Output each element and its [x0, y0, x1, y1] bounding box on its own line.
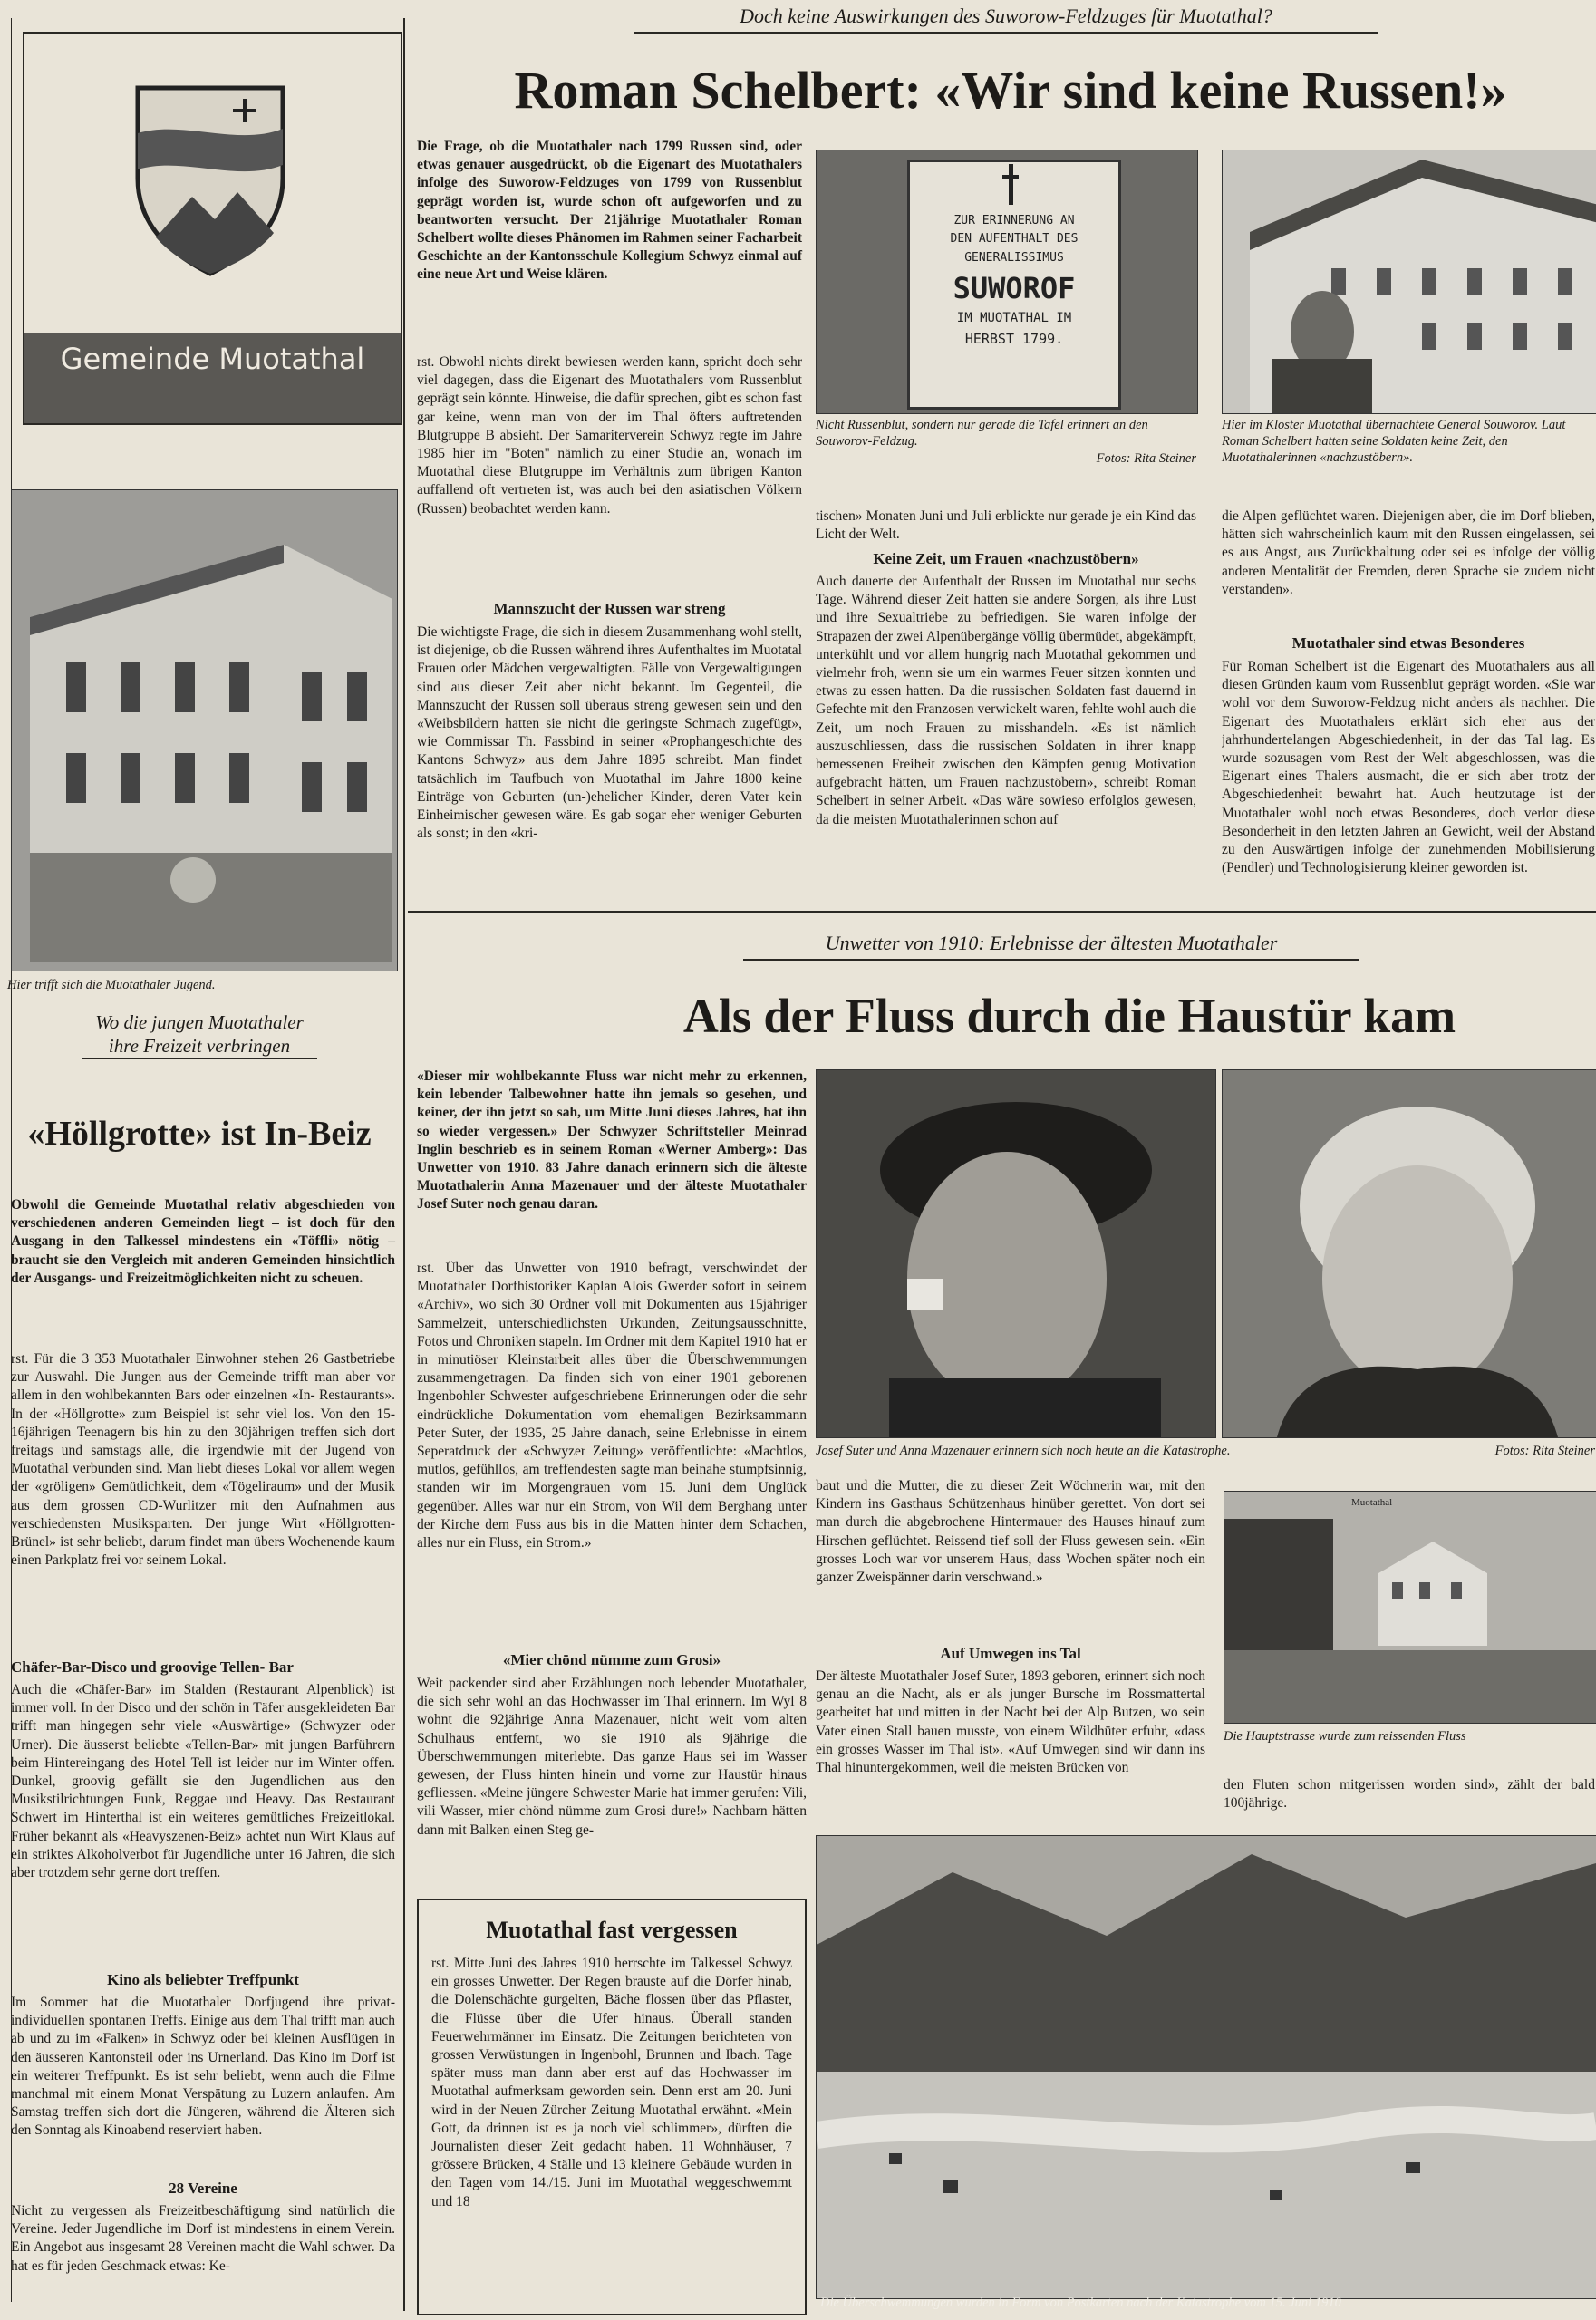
article2-body-3: Der älteste Muotathaler Josef Suter, 1893 geboren, erinnert sich noch genau an die Nacht, als er als junger Bursche im Rossmattertal gearbeitet hat und mitten in der Nacht bei der Alp Butzen, wo sein Vater einen Stall bauen musste, von einem Wildhüter erfuhr, «dass ein grosses Wasser im Thal ist». «Auf Umwegen sind wir dann ins Thal hinuntergekommen, weil die meisten Brücken von — [816, 1668, 1205, 1776]
portraits-caption: Josef Suter und Anna Mazenauer erinnern sich noch heute an die Katastrophe. — [816, 1444, 1231, 1458]
plaque-cross-icon — [1002, 164, 1019, 205]
coat-of-arms-box — [23, 32, 402, 425]
flooded-street-photo — [1224, 1491, 1596, 1724]
article1-kicker: Doch keine Auswirkungen des Suworow-Feldzuges für Muotathal? — [634, 5, 1378, 34]
portrait-josef-suter — [816, 1069, 1216, 1438]
sidebar-headline: «Höllgrotte» ist In-Beiz — [27, 1115, 372, 1153]
box-body: rst. Mitte Juni des Jahres 1910 herrschte im Talkessel Schwyz ein grosses Unwetter. Der Regen brauste auf die Dörfer hinab, die Dolenschächte gurgelten, Bäche flossen über das Pflaster, die Flüsse über die Ufer hinaus. Überall standen Feuerwehrmänner im Einsatz. Die Zeitungen berichteten von grossen Verwüstungen in Ingenbohl, Brunnen und Ibach. Tage später muss man dann aber erst auf das Hochwasser im Muotathal aufmerksam geworden sein. Denn erst am 20. Juni wird in der Neuen Zürcher Zeitung Muotathal erwähnt. «Mein Gott, da drinnen ist es ja noch viel schlimmer», dürften die Journalisten dieser Zeit gedacht haben. 11 Wohnhäuser, 7 grössere Brücken, 4 Ställe und 13 kleinere Gebäude wurden in den Tagen vom 14./15. Juni im Muotathal weggeschwemmt und 18 — [431, 1956, 792, 2209]
article1-body-4: Für Roman Schelbert ist die Eigenart des Muotathalers aus all diesen Gründen kaum vom Russenblut geprägt worden. «Sie war wohl vor dem Suworow-Feldzug nicht anders als nachher. Die Eigenart des Muotathalers erklärt sich eher aus der jahrhundertelangen Abgeschiedenheit, in der das Tal lag. Es wurde sozusagen vom Rest der Welt abgeschlossen, was die Eigenart eines Thalers ausmacht, die er sich aber trotz der Abgeschiedenheit bewahrt hat. Auch heutzutage ist der Muotathaler wohl noch etwas Besonderes, doch verlor diese Besonderheit in den letzten Jahren an Gewicht, weil der Abstand zu den Auswärtigen infolge der zunehmenden Mobilisierung (Pendler) und Technologisierung kleiner geworden ist. — [1222, 659, 1595, 876]
article1-subhead-2: Keine Zeit, um Frauen «nachzustöbern» — [873, 550, 1139, 567]
article2-lead: «Dieser mir wohlbekannte Fluss war nicht mehr zu erkennen, kein lebender Talbewohner hatte ihn jemals so gesehen, und keiner, der ihn jetzt so sah, um Mitte Juni dieses Jahres, hat ihn so wieder vergessen.» Der Schwyzer Schriftsteller Meinrad Inglin beschrieb es in seinem Roman «Werner Amberg»: Das Unwetter von 1910. 83 Jahre danach erinnern sich die älteste Muotathalerin Anna Mazenauer und der älteste Muotathaler Josef Suter noch genau daran. — [417, 1068, 807, 1213]
article2-subhead-1: «Mier chönd nümme zum Grosi» — [502, 1651, 721, 1668]
article1-lead: Die Frage, ob die Muotathaler nach 1799 Russen sind, oder etwas genauer ausgedrückt, ob die Eigenart des Muotathalers infolge des Suworow-Feldzuges von 1799 von Russenblut geprägt worden ist, wurde schon oft aufgeworfen und zu beantworten versucht. Der 21jährige Muotathaler Roman Schelbert wollte dieses Phänomen im Rahmen seiner Facharbeit Geschichte an der Kantonsschule Kollegium Schwyz einmal auf eine neue Art und Weise klären. — [417, 139, 802, 283]
valley-flood-photo — [816, 1835, 1596, 2299]
article2-body-2: Weit packender sind aber Erzählungen noch lebender Muotathaler, die sich sehr wohl an das Hochwasser im Thal erinnern. Im Wyl 8 wohnt die 92jährige Anna Mazenauer, nicht weit vom alten Schulhaus entfernt, wo sie 1910 als 9jährige die Überschwemmungen miterlebte. Das ganze Haus sei im Wasser gewesen, der Fluss hinten hinein und vorne zur Haustür hinaus gefliessen. «Meine jüngere Schwester Marie hat immer gerufen: Vili, vili Wasser, mier chönd nümme zum Grosi dure!» Nachbarn hätten dann mit Balken einen Steg ge- — [417, 1676, 807, 1838]
coat-of-arms-icon — [129, 79, 292, 278]
article2-headline: Als der Fluss durch die Haustür kam — [682, 989, 1456, 1043]
monastery-photo — [1222, 150, 1596, 414]
sidebar-body-4: Nicht zu vergessen als Freizeitbeschäftigung sind natürlich die Vereine. Jeder Jugendliche im Dorf ist mindestens in einem Verein. Ein Angebot aus insgesamt 28 Vereinen macht die Wahl schwer. Da hat es für jeden Geschmack etwas: Ke- — [11, 2203, 395, 2274]
sidebar-subhead-2: Kino als beliebter Treffpunkt — [107, 1971, 299, 1988]
sidebar-subhead-3: 28 Vereine — [169, 2180, 237, 2197]
article1-col4-top: die Alpen geflüchtet waren. Diejenigen aber, die im Dorf blieben, hätten sich wahrscheinlich kaum mit den Russen eingelassen, sei es aus Angst, aus Zurückhaltung oder sei es infolge der völlig anderen Mentalität der Fremden, deren Sprache sie zudem nicht verstanden». — [1222, 508, 1595, 597]
article2-body-1: rst. Über das Unwetter von 1910 befragt, verschwindet der Muotathaler Dorfhistoriker Kaplan Alois Gwerder sofort in seinem «Archiv», wo sich 30 Ordner voll mit Dokumenten aus 15jähriger Sammelzeit, unterschiedlichsten Urkunden, Zeitungsausschnitte, Fotos und Chroniken stapeln. Im Ordner mit dem Kapitel 1910 hat er in minutiöser Kleinstarbeit alles über die Überschwemmungen zusammengetragen. Da finden sich von einer 1901 geborenen Ingenbohler Schwester aufgeschriebene Erinnerungen oder die sehr eindrückliche Dokumentation vom ehemaligen Bezirksammann Peter Suter, der 1935, 25 Jahre danach, seine Erlebnisse in einem Seperatdruck der «Schwyzer Zeitung» veröffentlichte: «Machtlos, mutlos, gefühllos, am treffendesten sagte man beinahe stumpfsinnig, standen wir im Morgengrauen vom 15. Juni dem Unglück gegenüber. Alles war nur ein Strom, von Wil dem Berghang unter der Kirche dem Fuss aus bis in die Matten hinter dem Schachen, alles nur ein Fluss, ein Strom.» — [417, 1261, 807, 1552]
plaque-caption: Nicht Russenblut, sondern nur gerade die Tafel erinnert an den Souworov-Feldzug. — [816, 418, 1148, 449]
portraits-credit: Fotos: Rita Steiner — [1494, 1444, 1595, 1458]
article1-body-3: Auch dauerte der Aufenthalt der Russen im Muotathal nur sechs Tage. Während dieser Zeit hatten sie andere Sorgen, als ihre Lust und ihre Sexualtriebe zu befriedigen. Sie waren infolge der Strapazen der zwei Alpenübergänge völlig übermüdet, abgekämpft, unterkühlt und vor allem hungrig nach Muotathal gekommen und vielmehr froh, wenn sie um ein warmes Feuer sitzen konnten und etwas zu essen hatten. Da die russischen Soldaten fast dauernd in Gefechte mit den Franzosen verwickelt waren, fehlte wohl auch die Zeit, um noch Frauen zu misshandeln. «Es ist nämlich auszuschliessen, dass die russischen Soldaten in ihrer knapp bemessenen Freiheit zwischen den Kämpfen genug Motivation aufgebracht hätten, um Frauen nachzustöbern», schreibt Roman Schelbert in seiner Arbeit. «Das wäre sowieso erfolglos gewesen, da die meisten Muotathalerinnen schon auf — [816, 574, 1196, 827]
column-divider — [403, 18, 405, 2311]
portrait-anna-mazenauer — [1222, 1069, 1596, 1438]
sidebar-border — [11, 18, 12, 2302]
youth-house-photo — [11, 489, 398, 972]
article1-body-2: Die wichtigste Frage, die sich in diesem Zusammenhang wohl stellt, ist diejenige, ob die Russen während ihres Aufenthaltes im Muotatal Frauen oder Mädchen vergewaltigten. Fälle von Vergewaltigungen sind aus dieser Zeit aber nicht bekannt. Im Gegenteil, die Mannszucht der Russen soll überaus streng gewesen sein und den «Weibsbildern hatten sie nicht die geringste Schmach zugefügt», wie Commissar Th. Fassbind in seiner «Prophangeschichte des Kantons Schwyz» aus dem Jahre 1895 schreibt. Man findet tatsächlich im Taufbuch von Muotathal im Jahre 1800 keine Einträge von Geburten (un-)ehelicher Kinder, deren Vater kein Einheimischer gewesen wäre. Es gab sogar eher weniger Geburten als sonst; in den «kri- — [417, 624, 802, 842]
plaque-text: ZUR ERINNERUNG AN DEN AUFENTHALT DES GENERALISSIMUS SUWOROF IM MUOTATHAL IM HERBST 1799. — [950, 214, 1079, 347]
article2-col2-top: baut und die Mutter, die zu dieser Zeit Wöchnerin war, mit den Kindern ins Gasthaus Schützenhaus hinüber gerettet. Von dort sei man durch die abgebrochene Hintermauer des Hauses hinauf zum Hirschen geflüchtet. Reissend tief soll der Fluss gewesen sein. «Ein grosses Loch war vor unserem Haus, dass Wochen später noch ein ganzer Zweispänner darin verschwand.» — [816, 1478, 1205, 1586]
sidebar-kicker: Wo die jungen Muotathaler ihre Freizeit verbringen — [82, 1010, 317, 1059]
article2-col3-top: den Fluten schon mitgerissen worden sind», zählt der bald 100jährige. — [1224, 1777, 1595, 1812]
youth-house-caption: Hier trifft sich die Muotathaler Jugend. — [7, 978, 216, 992]
article1-subhead-3: Muotathaler sind etwas Besonderes — [1291, 634, 1525, 652]
article-separator — [408, 911, 1596, 913]
valley-flood-caption: Die Überschwemmungen wurden in Form von Postkarten nach der Katastrophe vom 15. Juni 1910 — [820, 2296, 1341, 2310]
flooded-street-caption: Die Hauptstrasse wurde zum reissenden Fluss — [1224, 1729, 1466, 1744]
postcard-label: Muotathal — [1351, 1497, 1393, 1508]
sidebar-lead: Obwohl die Gemeinde Muotathal relativ abgeschieden von verschiedenen anderen Gemeinden liegt – ist doch für den Ausgang in den Talkessel mindestens ein «Töffli» nötig – braucht sie den Vergleich mit anderen Gemeinden hinsichtlich der Ausgangs- und Freizeitmöglichkeiten nicht zu scheuen. — [11, 1197, 395, 1286]
sidebar-body-2: Auch die «Chäfer-Bar» im Stalden (Restaurant Alpenblick) ist immer voll. In der Disco und der schön in Täfer ausgekleideten Bar trifft man hingegen sehr viele «Auswärtige» (Schwyzer oder Urner). Die äusserst beliebte «Tellen-Bar» mit jungen Barführern beim Hintereingang des Hotel Tell ist leider nur im Winter offen. Dunkel, groovig gefällt sie den Jugendlichen aus den Musikstilrichtungen Funk, Reggae und Heavy. Das Restaurant Schwert im Hinterthal ist ein weiteres gemütliches Freizeitlokal. Früher bekannt als «Heavyszenen-Beiz» achtet nun Wirt Klaus auf ein striktes Alkoholverbot für Jugendliche unter 16 Jahren, die sich aber trotzdem sehr gerne dort treffen. — [11, 1682, 395, 1881]
article2-kicker: Unwetter von 1910: Erlebnisse der ältesten Muotathaler — [743, 932, 1359, 961]
article1-col3-top: tischen» Monaten Juni und Juli erblickte nur gerade je ein Kind das Licht der Welt. — [816, 508, 1196, 543]
article1-body-1: rst. Obwohl nichts direkt bewiesen werden kann, spricht doch sehr viel dagegen, dass die Eigenart des Muotathalers vom Russenblut geprägt sein könnte. Hinweise, die dafür sprechen, gibt es schon fast gar keine, wenn man von der im Thal öfters auftretenden Blutgruppe B absieht. Der Samariterverein Schwyz regte im Jahre 1985 hier im "Boten" nämlich zu einer Studie an, wonach im Muotathal diese Blutgruppe im Verhältnis zum übrigen Kanton auffallend oft vertreten ist, was auch bei den asiatischen Völkern (Russen) beobachtet werden kann. — [417, 354, 802, 517]
article1-headline: Roman Schelbert: «Wir sind keine Russen!» — [514, 61, 1507, 120]
monastery-caption: Hier im Kloster Muotathal übernachtete General Souworov. Laut Roman Schelbert hatten seine Soldaten keine Zeit, den Muotathalerinnen «nachzustöbern». — [1222, 418, 1566, 465]
sidebar-subhead-1: Chäfer-Bar-Disco und groovige Tellen- Bar — [11, 1658, 294, 1676]
sidebar-body-1: rst. Für die 3 353 Muotathaler Einwohner stehen 26 Gastbetriebe zur Auswahl. Die Jungen aus der Gemeinde trifft man aber vor allem in den wohlbekannten Bars oder einzelnen «In- Restaurants». In der «Höllgrotte» zum Beispiel ist sehr viel los. Von den 15-16jährigen Teenagern bis hin zu den 30jährigen treffen sich dort freitags und samstags alle, die irgendwie mit der Jugend von Muotathal verbunden sind. Man liebt dieses Lokal vor allem wegen der «gröligen» Gemütlichkeit, dem «Tögeliraum» und der Musik aus dem grossen CD-Wurlitzer mit den Aufnahmen aus verschiedensten Musiksparten. Der junge Wirt «Höllgrotten-Brünel» ist sehr beliebt, darum findet man übers Wochenende kaum einen Parkplatz frei vor seinem Lokal. — [11, 1351, 395, 1569]
plaque-credit: Fotos: Rita Steiner — [1096, 451, 1196, 466]
plaque-photo — [816, 150, 1198, 414]
sidebar-body-3: Im Sommer hat die Muotathaler Dorfjugend ihre privat- individuellen spontanen Treffs. Einige aus dem Thal trifft man auch ab und zu im «Falken» in Schwyz oder bei kleinen Ausflügen in den äusseren Kantonsteil oder ins Urnerland. Das Kino im Dorf ist ein weiterer Treffpunkt. Es ist sehr beliebt, wenn auch die Filme manchmal mit einem Monat Verspätung zu Luzern anlaufen. Am Samstag treffen sich dort die Jüngeren, während die Älteren sich den Sonntag als Kinoabend reserviert haben. — [11, 1995, 395, 2139]
article1-subhead-1: Mannszucht der Russen war streng — [493, 600, 726, 617]
box-headline: Muotathal fast vergessen — [486, 1917, 738, 1943]
municipality-label: Gemeinde Muotathal — [24, 333, 401, 423]
sidebar-box — [417, 1899, 807, 2315]
article2-subhead-2: Auf Umwegen ins Tal — [940, 1645, 1081, 1662]
